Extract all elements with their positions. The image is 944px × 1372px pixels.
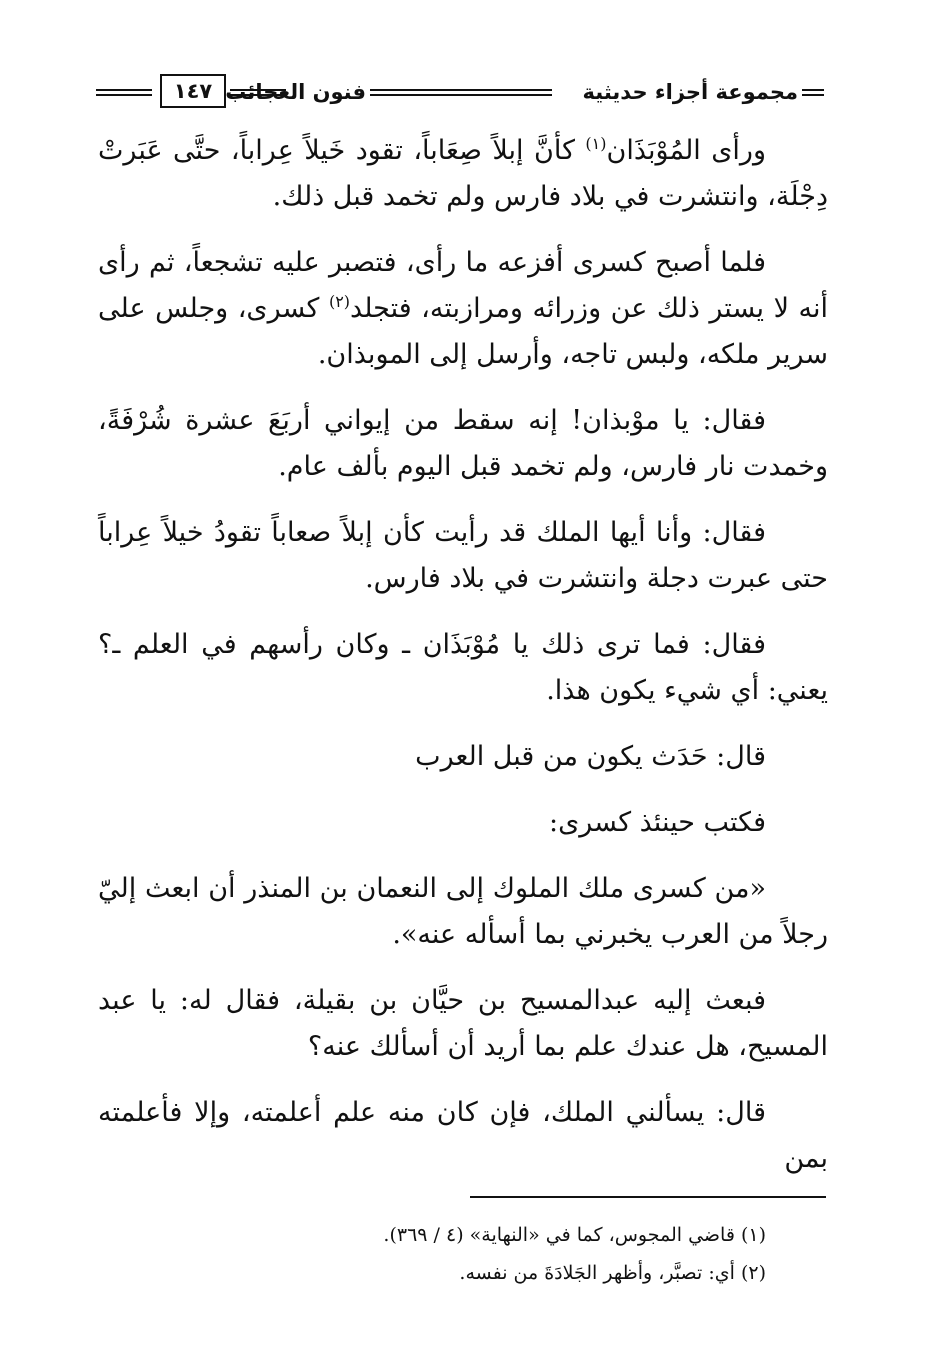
- header-rule: [230, 89, 286, 96]
- body-text: [98, 128, 828, 1202]
- footnote-separator: [470, 1196, 826, 1198]
- running-header: [96, 72, 824, 112]
- paragraph: ورأى المُوْبَذَان$^{(١)}$ كأنَّ إبلاً صِعَاباً، تقود خَيلاً عِراباً، حتَّى عَبَرتْ دِجْلَة، وانتشرت في بلاد فارس ولم تخمد قبل ذلك.: [98, 134, 828, 212]
- chapter-title: فنون العجائب: [225, 80, 366, 104]
- header-rule: [802, 89, 824, 96]
- paragraph: فقال: فما ترى ذلك يا مُوْبَذَان ـ وكان رأسهم في العلم ـ؟ يعني: أي شيء يكون هذا.: [98, 629, 828, 706]
- paragraph: فقال: وأنا أيها الملك قد رأيت كأن إبلاً صعاباً تقودُ خيلاً عِراباً حتى عبرت دجلة وانتشرت في بلاد فارس.: [98, 517, 828, 594]
- header-rule: [370, 89, 552, 96]
- paragraph: فقال: يا موْبذان! إنه سقط من إيواني أربَعَ عشرة شُرْفَةً، وخمدت نار فارس، ولم تخمد قبل اليوم بألف عام.: [98, 405, 828, 482]
- footnote: (١) قاضي المجوس، كما في «النهاية» (٤ / ٣٦٩).: [383, 1224, 766, 1246]
- paragraph: فلما أصبح كسرى أفزعه ما رأى، فتصبر عليه تشجعاً، ثم رأى أنه لا يستر ذلك عن وزرائه ومرازبته، فتجلد$^{(٢)}$ كسرى، وجلس على سرير ملكه، ولبس تاجه، وأرسل إلى الموبذان.: [98, 247, 829, 370]
- footnotes: [98, 1216, 766, 1292]
- book-title: مجموعة أجزاء حديثية: [582, 80, 798, 104]
- page-number: ١٤٧: [160, 74, 226, 108]
- paragraph: قال: حَدَث يكون من قبل العرب: [415, 741, 766, 772]
- paragraph: «من كسرى ملك الملوك إلى النعمان بن المنذر أن ابعث إليّ رجلاً من العرب يخبرني بما أسأله عنه».: [98, 873, 828, 950]
- paragraph: فكتب حينئذ كسرى:: [548, 807, 766, 838]
- header-rule: [96, 89, 152, 96]
- footnote-ref: (٢): [328, 292, 351, 311]
- paragraph: قال: يسألني الملك، فإن كان منه علم أعلمته، وإلا فأعلمته بمن: [98, 1097, 828, 1174]
- footnote-ref: (١): [585, 134, 607, 153]
- footnote: (٢) أي: تصبَّر، وأظهر الجَلادَةَ من نفسه.: [459, 1262, 766, 1284]
- paragraph: فبعث إليه عبدالمسيح بن حيَّان بن بقيلة، فقال له: يا عبد المسيح، هل عندك علم بما أريد أن أسألك عنه؟: [98, 985, 828, 1062]
